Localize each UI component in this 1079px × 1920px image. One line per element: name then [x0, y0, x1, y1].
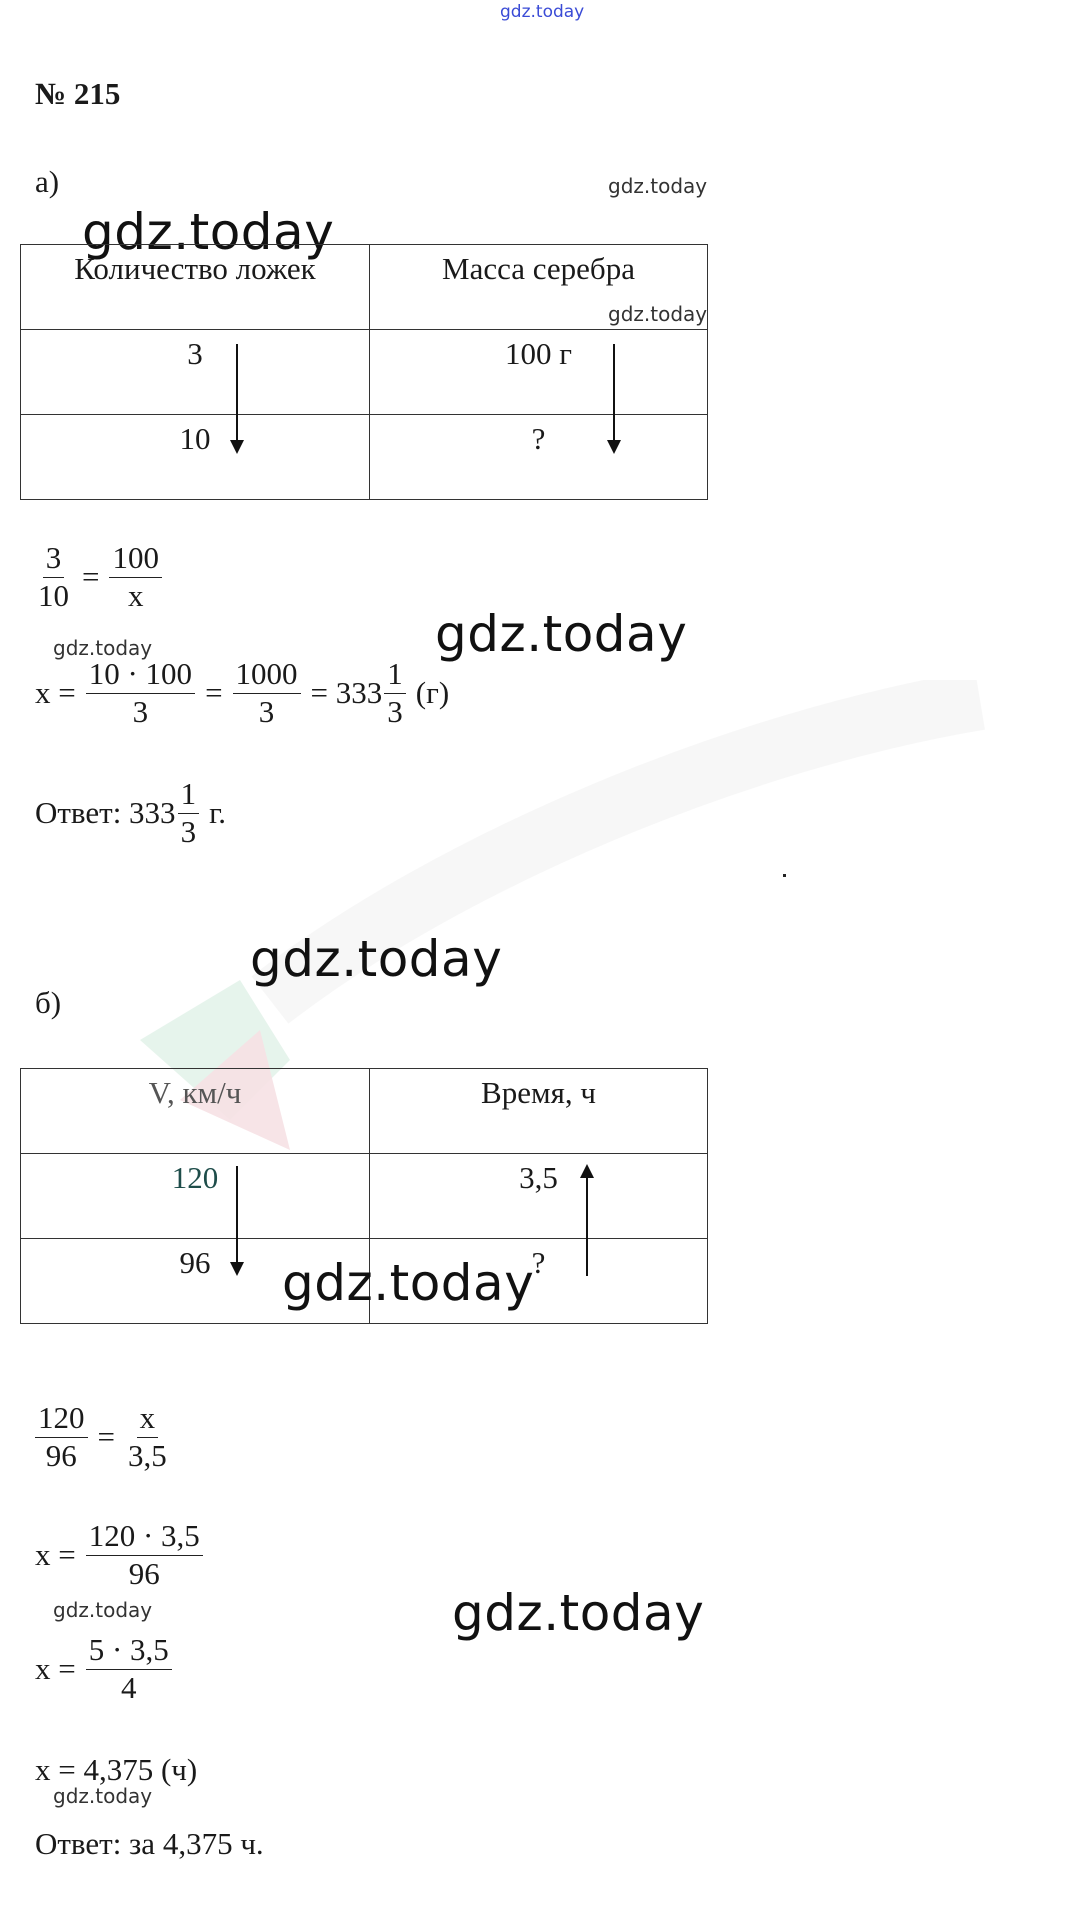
numerator: 5 · 3,5: [86, 1634, 172, 1670]
numerator: 1000: [233, 658, 301, 694]
arrow-down-icon: [236, 344, 238, 452]
table-cell: 3: [21, 330, 370, 415]
arrow-down-icon: [613, 344, 615, 452]
equals-sign: =: [82, 559, 100, 595]
table-cell: 96: [21, 1239, 370, 1324]
watermark-large: gdz.today: [435, 605, 688, 663]
solution-b-step1: [35, 1520, 203, 1590]
numerator: 120 · 3,5: [86, 1520, 203, 1556]
part-a-label: а): [35, 164, 60, 199]
watermark-small: gdz.today: [53, 1598, 153, 1622]
fraction: [86, 1520, 203, 1590]
stray-dot: [783, 874, 786, 877]
table-row: [21, 1154, 708, 1239]
watermark-large: gdz.today: [282, 1254, 535, 1312]
denominator: 10: [38, 577, 69, 613]
denominator: x: [127, 577, 144, 613]
answer-b: Ответ: за 4,375 ч.: [35, 1826, 264, 1861]
denominator: 3: [180, 813, 197, 849]
denominator: 3,5: [127, 1437, 167, 1473]
watermark-large: gdz.today: [452, 1584, 705, 1642]
fraction: [125, 1402, 170, 1472]
table-cell: 10: [21, 415, 370, 500]
whole-part: = 333: [310, 675, 383, 711]
denominator: 3: [132, 693, 149, 729]
watermark-small: gdz.today: [608, 302, 708, 326]
numerator: 100: [109, 542, 162, 578]
part-b-label: б): [35, 985, 62, 1020]
header-time: Время, ч: [370, 1069, 708, 1154]
watermark-small: gdz.today: [53, 1784, 153, 1808]
unit: г.: [209, 795, 227, 831]
proportion-a: [35, 542, 162, 612]
table-row: [21, 415, 708, 500]
watermark-large: gdz.today: [82, 203, 335, 261]
watermark-small: gdz.today: [608, 174, 708, 198]
watermark-large: gdz.today: [250, 930, 503, 988]
watermark-small: gdz.today: [53, 636, 153, 660]
lhs: x =: [35, 1651, 76, 1687]
header-spoon-count: Количество ложек: [21, 245, 370, 330]
part-a-table: [20, 244, 708, 500]
fraction: [109, 542, 162, 612]
equals-sign: =: [97, 1419, 115, 1455]
denominator: 3: [387, 693, 403, 729]
denominator: 3: [258, 693, 275, 729]
unit: (г): [415, 675, 450, 711]
table-cell: 100 г: [370, 330, 708, 415]
fraction: [86, 1634, 172, 1704]
numerator: 10 · 100: [86, 658, 195, 694]
table-header-row: [21, 1069, 708, 1154]
numerator: 120: [35, 1402, 88, 1438]
lhs: x =: [35, 675, 76, 711]
table-cell: ?: [370, 1239, 708, 1324]
top-watermark: gdz.today: [500, 2, 585, 22]
table-cell: 3,5: [370, 1154, 708, 1239]
denominator: 4: [121, 1669, 137, 1705]
numerator: 1: [178, 778, 200, 814]
lhs: x =: [35, 1537, 76, 1573]
arrow-down-icon: [236, 1166, 238, 1274]
answer-prefix: Ответ: 333: [35, 795, 176, 831]
solution-b-step2: [35, 1634, 172, 1704]
numerator: 1: [384, 658, 406, 694]
header-speed: V, км/ч: [21, 1069, 370, 1154]
table-row: [21, 330, 708, 415]
proportion-b: [35, 1402, 170, 1472]
arrow-up-icon: [586, 1166, 588, 1276]
denominator: 96: [45, 1437, 77, 1473]
table-header-row: [21, 245, 708, 330]
task-number: № 215: [35, 76, 121, 111]
fraction: [35, 1402, 88, 1472]
table-cell: 120: [21, 1154, 370, 1239]
numerator: x: [137, 1402, 159, 1438]
numerator: 3: [43, 542, 65, 578]
table-cell: ?: [370, 415, 708, 500]
fraction: [35, 542, 72, 612]
header-silver-mass: Масса серебра: [370, 245, 708, 330]
equals-sign: =: [205, 675, 223, 711]
result-b: x = 4,375 (ч): [35, 1752, 198, 1787]
denominator: 96: [128, 1555, 160, 1591]
